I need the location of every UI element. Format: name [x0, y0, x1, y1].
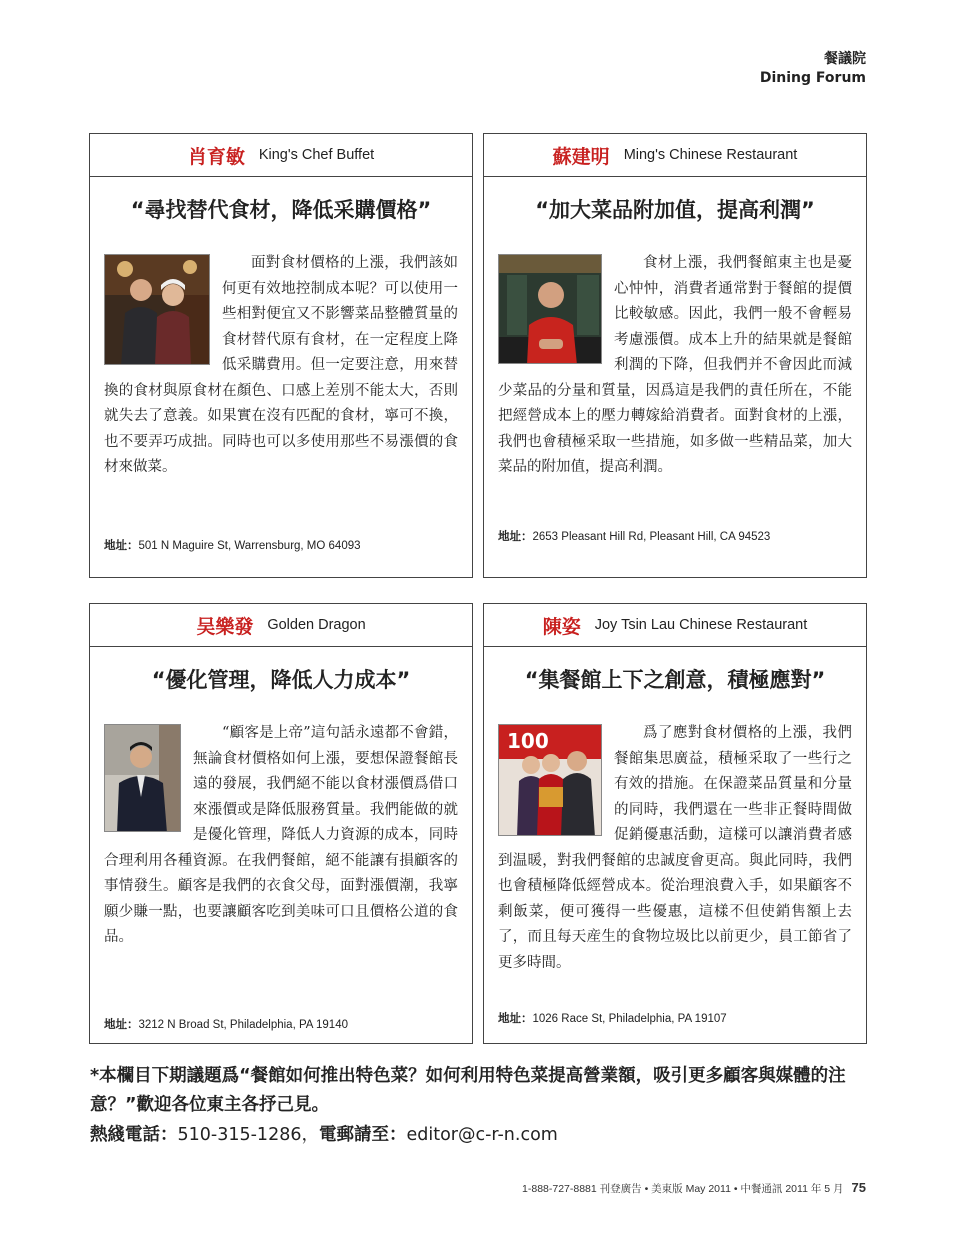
section-header: [760, 50, 866, 88]
body-paragraph: 爲了應對食材價格的上漲，我們餐館集思廣益，積極采取了一些行之有效的措施。在保證菜品質量和分量的同時，我們還在一些非正餐時間做促銷優惠活動，這樣可以讓消費者感到温暖，對我們餐館的忠誠度會更高。與此同時，我們也會積極降低經營成本。從治理浪費入手，如果顧客不剩飯菜，便可獲得一些優惠，這樣不但使銷售額上去了，而且每天産生的食物垃圾比以前更少，員工節省了更多時間。: [498, 725, 852, 971]
contact-line: [90, 1121, 558, 1146]
card-headline: “集餐館上下之創意，積極應對”: [524, 668, 826, 692]
person-name: 吴樂發: [196, 615, 254, 638]
card-body: [498, 251, 852, 481]
page-footer: [522, 1180, 866, 1196]
portrait-photo: [104, 254, 210, 365]
person-name: 蘇建明: [552, 145, 610, 168]
award-sign-text: 100: [507, 729, 549, 753]
forum-card-3: [89, 603, 473, 1044]
footer-text: 1-888-727-8881 刊登廣告 • 美東版 May 2011 • 中餐通訊 2011 年 5 月: [522, 1183, 844, 1195]
card-body: [104, 251, 458, 481]
address-value: 501 N Maguire St, Warrensburg, MO 64093: [138, 540, 361, 552]
section-title-cn: 餐議院: [824, 51, 866, 67]
person-name: 陳姿: [542, 615, 581, 638]
restaurant-name: Golden Dragon: [267, 617, 366, 633]
award-photo: [498, 724, 602, 836]
email-link[interactable]: editor@c-r-n.com: [406, 1125, 558, 1145]
hotline-label: 熱綫電話：: [90, 1125, 178, 1145]
body-paragraph: “顧客是上帝”這句話永遠都不會錯，無論食材價格如何上漲，要想保證餐館長遠的發展，我們絕不能以食材漲價爲借口來漲價或是降低服務質量。我們能做的就是優化管理，降低人力資源的成本，同時合理利用各種資源。在我們餐館，絕不能讓有損顧客的事情發生。顧客是我們的衣食父母，面對漲價潮，我寧願少賺一點，也要讓顧客吃到美味可口且價格公道的食品。: [104, 725, 458, 945]
card-headline: “尋找替代食材，降低采購價格”: [130, 198, 432, 222]
forum-card-4: [483, 603, 867, 1044]
address: [498, 528, 770, 544]
card-header: [90, 134, 472, 177]
forum-card-1: [89, 133, 473, 578]
card-headline: “優化管理，降低人力成本”: [151, 668, 411, 692]
hotline-number: 510-315-1286，: [177, 1125, 319, 1145]
address-value: 3212 N Broad St, Philadelphia, PA 19140: [138, 1019, 348, 1031]
forum-card-2: [483, 133, 867, 578]
address: [498, 1010, 727, 1026]
card-headline: “加大菜品附加值，提高利潤”: [535, 198, 815, 222]
portrait-photo: [104, 724, 181, 832]
address: [104, 537, 361, 553]
card-header: [90, 604, 472, 647]
address-value: 2653 Pleasant Hill Rd, Pleasant Hill, CA 94523: [532, 531, 771, 543]
section-title-en: Dining Forum: [759, 70, 866, 86]
address-label: 地址：: [498, 529, 533, 543]
restaurant-name: Ming's Chinese Restaurant: [623, 147, 798, 163]
address-label: 地址：: [498, 1011, 533, 1025]
email-label: 電郵請至：: [318, 1125, 407, 1145]
card-header: [484, 604, 866, 647]
page-number: 75: [851, 1180, 866, 1195]
restaurant-name: King's Chef Buffet: [258, 147, 375, 163]
portrait-photo: [498, 254, 602, 364]
address-label: 地址：: [104, 1017, 139, 1031]
card-body: [498, 721, 852, 976]
person-name: 肖育敏: [187, 145, 245, 168]
address-value: 1026 Race St, Philadelphia, PA 19107: [532, 1013, 727, 1025]
body-paragraph: 面對食材價格的上漲，我們該如何更有效地控制成本呢？可以使用一些相對便宜又不影響菜品整體質量的食材替代原有食材，在一定程度上降低采購費用。但一定要注意，用來替換的食材與原食材在顏色、口感上差別不能太大，否則就失去了意義。如果實在沒有匹配的食材，寧可不換，也不要弄巧成拙。同時也可以多使用那些不易漲價的食材來做菜。: [104, 255, 458, 475]
address-label: 地址：: [104, 538, 139, 552]
card-header: [484, 134, 866, 177]
card-body: [104, 721, 458, 951]
body-paragraph: 食材上漲，我們餐館東主也是憂心忡忡，消費者通常對于餐館的提價比較敏感。因此，我們一般不會輕易考慮漲價。成本上升的結果就是餐館利潤的下降，但我們并不會因此而減少菜品的分量和質量，因爲這是我們的責任所在，不能把經營成本上的壓力轉嫁給消費者。面對食材的上漲，我們也會積極采取一些措施，如多做一些精品菜，加大菜品的附加值，提高利潤。: [498, 255, 852, 475]
restaurant-name: Joy Tsin Lau Chinese Restaurant: [594, 617, 808, 633]
next-topic-note: *本欄目下期議題爲“餐館如何推出特色菜？如何利用特色菜提高營業額，吸引更多顧客與媒體的注意？”歡迎各位東主各抒己見。: [90, 1066, 846, 1115]
address: [104, 1016, 348, 1032]
